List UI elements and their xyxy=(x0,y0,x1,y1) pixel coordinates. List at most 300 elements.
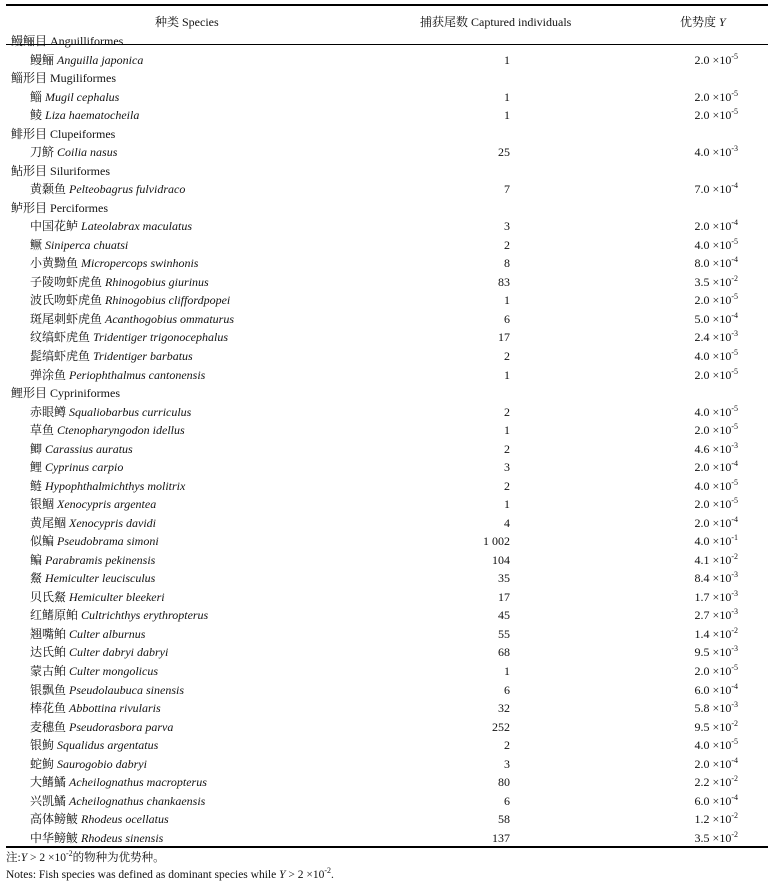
order-chinese-name: 鲱形目 xyxy=(11,126,48,141)
note-symbol: Y xyxy=(279,869,286,881)
captured-count: 2 xyxy=(504,738,510,753)
species-cell xyxy=(30,829,163,847)
species-scientific-name: Abbottina rivularis xyxy=(69,701,161,716)
table-row xyxy=(0,755,774,773)
table-row xyxy=(0,291,774,309)
species-scientific-name: Pseudorasbora parva xyxy=(69,719,174,734)
dominance-mantissa: 5.8 xyxy=(694,701,710,716)
note-prefix: 注: xyxy=(6,852,21,864)
species-cell xyxy=(30,514,156,532)
table-bottom-rule xyxy=(6,846,768,848)
captured-count: 6 xyxy=(504,682,510,697)
dominance-mantissa: 1.4 xyxy=(694,626,710,641)
dominance-exponent: -3 xyxy=(731,144,738,154)
captured-count: 35 xyxy=(498,571,510,586)
dominance-mantissa: 2.0 xyxy=(694,108,710,123)
dominance-mantissa: 1.7 xyxy=(694,589,710,604)
species-chinese-name: 弹涂鱼 xyxy=(30,367,67,382)
note-prefix: Notes: Fish species was defined as dominant species while xyxy=(6,869,280,881)
note-condition: > 2 ×10 xyxy=(27,852,66,864)
dominance-value: $1.2 \times 10^{-2}$ xyxy=(694,811,738,827)
captured-count: 1 002 xyxy=(483,534,510,549)
dominance-mantissa: 6.0 xyxy=(694,793,710,808)
dominance-exponent: -5 xyxy=(731,422,738,432)
dominance-value: $8.0 \times 10^{-4}$ xyxy=(694,255,738,271)
dominance-exponent: -4 xyxy=(731,514,738,524)
species-chinese-name: 刀鲚 xyxy=(30,145,55,160)
dominance-mantissa: 9.5 xyxy=(694,719,710,734)
species-chinese-name: 䱗 xyxy=(30,571,43,586)
species-scientific-name: Anguilla japonica xyxy=(57,52,144,67)
note-symbol: Y xyxy=(20,852,28,864)
dominance-exponent: -5 xyxy=(731,107,738,117)
species-scientific-name: Coilia nasus xyxy=(57,145,118,160)
species-cell xyxy=(11,125,115,143)
species-scientific-name: Acheilognathus macropterus xyxy=(69,775,207,790)
column-header-species: 种类 Species xyxy=(155,15,219,29)
species-scientific-name: Acanthogobius ommaturus xyxy=(105,311,235,326)
table-row xyxy=(0,88,774,106)
dominance-value: $6.0 \times 10^{-4}$ xyxy=(694,681,738,697)
table-row xyxy=(0,736,774,754)
note-english xyxy=(6,866,334,881)
captured-count: 6 xyxy=(504,793,510,808)
captured-count: 55 xyxy=(498,626,510,641)
note-exponent: -2 xyxy=(65,849,73,858)
note-suffix: 的物种为优势种。 xyxy=(72,852,165,864)
captured-count: 2 xyxy=(504,441,510,456)
order-row xyxy=(0,162,774,180)
species-cell xyxy=(30,180,185,198)
dominance-mantissa: 8.0 xyxy=(694,256,710,271)
species-chinese-name: 鳗鲡 xyxy=(30,52,55,67)
species-chinese-name: 中国花鲈 xyxy=(30,219,79,234)
species-cell xyxy=(11,32,123,50)
dominance-value: $4.1 \times 10^{-2}$ xyxy=(694,551,738,567)
species-cell xyxy=(30,273,209,291)
dominance-value: $2.0 \times 10^{-5}$ xyxy=(694,292,738,308)
species-cell xyxy=(11,162,110,180)
species-cell xyxy=(30,773,207,791)
table-row xyxy=(0,829,774,847)
species-cell xyxy=(30,551,155,569)
captured-count: 1 xyxy=(504,108,510,123)
species-chinese-name: 兴凯鱊 xyxy=(30,793,67,808)
dominance-mantissa: 4.1 xyxy=(694,552,710,567)
species-cell xyxy=(30,310,234,328)
species-cell xyxy=(30,569,155,587)
dominance-exponent: -5 xyxy=(731,403,738,413)
species-cell xyxy=(30,421,185,439)
table-row xyxy=(0,143,774,161)
captured-count: 32 xyxy=(498,701,510,716)
species-chinese-name: 髭缟虾虎鱼 xyxy=(30,349,91,363)
dominance-value: $1.7 \times 10^{-3}$ xyxy=(694,588,738,604)
dominance-exponent: -3 xyxy=(731,607,738,617)
dominance-value: $2.7 \times 10^{-3}$ xyxy=(694,607,738,623)
dominance-exponent: -2 xyxy=(731,625,738,635)
note-chinese xyxy=(6,849,165,865)
dominance-value: $2.0 \times 10^{-5}$ xyxy=(694,51,738,67)
species-cell xyxy=(30,236,128,254)
order-chinese-name: 鳗鲡目 xyxy=(11,34,48,48)
species-chinese-name: 子陵吻虾虎鱼 xyxy=(30,274,103,289)
dominance-mantissa: 4.0 xyxy=(694,237,710,252)
species-cell xyxy=(30,440,133,458)
dominance-value: $4.0 \times 10^{-1}$ xyxy=(694,533,738,549)
dominance-exponent: -5 xyxy=(731,496,738,506)
dominance-value: $4.0 \times 10^{-5}$ xyxy=(694,236,738,252)
species-chinese-name: 波氏吻虾虎鱼 xyxy=(30,293,103,308)
species-scientific-name: Pelteobagrus fulvidraco xyxy=(69,182,186,197)
species-cell xyxy=(30,254,198,272)
species-scientific-name: Rhodeus sinensis xyxy=(81,830,164,845)
captured-count: 1 xyxy=(504,423,510,438)
species-chinese-name: 鲫 xyxy=(30,441,43,456)
dominance-mantissa: 8.4 xyxy=(694,571,710,586)
order-latin-name: Anguilliformes xyxy=(50,34,124,48)
captured-count: 80 xyxy=(498,775,510,790)
species-scientific-name: Hemiculter leucisculus xyxy=(45,571,156,586)
species-chinese-name: 银鮈 xyxy=(30,738,55,753)
species-cell xyxy=(30,755,147,773)
species-chinese-name: 黄颡鱼 xyxy=(30,182,67,197)
dominance-exponent: -5 xyxy=(731,737,738,747)
species-chinese-name: 蒙古鲌 xyxy=(30,664,67,679)
species-scientific-name: Cyprinus carpio xyxy=(45,460,124,475)
species-cell xyxy=(30,662,158,680)
species-cell xyxy=(30,458,123,476)
species-scientific-name: Pseudolaubuca sinensis xyxy=(69,682,185,697)
dominance-exponent: -2 xyxy=(731,811,738,821)
species-chinese-name: 蛇鮈 xyxy=(30,756,55,771)
dominance-mantissa: 4.0 xyxy=(694,404,710,419)
species-scientific-name: Liza haematocheila xyxy=(45,108,140,123)
column-header-captured-individuals: 捕获尾数 Captured individuals xyxy=(420,15,572,29)
species-chinese-name: 鲮 xyxy=(30,108,43,123)
species-chinese-name: 鲤 xyxy=(30,460,43,475)
species-scientific-name: Culter alburnus xyxy=(69,626,146,641)
dominance-value: $3.5 \times 10^{-2}$ xyxy=(694,273,738,289)
dominance-value: $1.4 \times 10^{-2}$ xyxy=(694,625,738,641)
dominance-value: $2.4 \times 10^{-3}$ xyxy=(694,329,738,345)
species-chinese-name: 红鳍原鲌 xyxy=(30,608,79,623)
table-row xyxy=(0,273,774,291)
dominance-value: $4.0 \times 10^{-3}$ xyxy=(694,144,738,160)
table-row xyxy=(0,347,774,365)
dominance-mantissa: 4.6 xyxy=(694,441,710,456)
species-chinese-name: 纹缟虾虎鱼 xyxy=(30,330,91,345)
captured-count: 2 xyxy=(504,349,510,363)
species-chinese-name: 麦穗鱼 xyxy=(30,719,67,734)
dominance-exponent: -1 xyxy=(731,533,738,543)
species-cell xyxy=(30,606,208,624)
species-scientific-name: Rhodeus ocellatus xyxy=(81,812,169,827)
species-cell xyxy=(11,69,116,87)
dominance-exponent: -2 xyxy=(731,774,738,784)
species-cell xyxy=(30,106,139,124)
species-scientific-name: Tridentiger barbatus xyxy=(93,349,193,363)
captured-count: 1 xyxy=(504,52,510,67)
species-scientific-name: Saurogobio dabryi xyxy=(57,756,147,771)
dominance-mantissa: 2.7 xyxy=(694,608,710,623)
dominance-value: $4.0 \times 10^{-5}$ xyxy=(694,348,738,363)
dominance-exponent: -2 xyxy=(731,551,738,561)
table-row xyxy=(0,254,774,272)
dominance-value: $2.0 \times 10^{-4}$ xyxy=(694,459,738,475)
dominance-exponent: -3 xyxy=(731,644,738,654)
species-cell xyxy=(30,477,185,495)
dominance-value: $2.0 \times 10^{-5}$ xyxy=(694,366,738,382)
dominance-exponent: -2 xyxy=(731,273,738,283)
captured-count: 104 xyxy=(492,552,510,567)
dominance-mantissa: 2.0 xyxy=(694,423,710,438)
dominance-exponent: -5 xyxy=(731,366,738,376)
species-scientific-name: Tridentiger trigonocephalus xyxy=(93,330,229,345)
species-cell xyxy=(30,495,156,513)
species-scientific-name: Xenocypris argentea xyxy=(57,497,157,512)
species-cell xyxy=(30,792,205,810)
table-row xyxy=(0,106,774,124)
captured-count: 68 xyxy=(498,645,510,660)
table-row xyxy=(0,180,774,198)
captured-count: 7 xyxy=(504,182,510,197)
captured-count: 25 xyxy=(498,145,510,160)
dominance-value: $2.0 \times 10^{-4}$ xyxy=(694,514,738,530)
species-scientific-name: Carassius auratus xyxy=(45,441,133,456)
table-row xyxy=(0,606,774,624)
species-scientific-name: Micropercops swinhonis xyxy=(81,256,199,271)
dominance-mantissa: 2.2 xyxy=(694,775,710,790)
dominance-mantissa: 4.0 xyxy=(694,738,710,753)
species-chinese-name: 高体鳑鲏 xyxy=(30,812,79,827)
captured-count: 1 xyxy=(504,293,510,308)
captured-count: 83 xyxy=(498,274,510,289)
species-chinese-name: 达氏鲌 xyxy=(30,645,67,660)
species-scientific-name: Hypophthalmichthys molitrix xyxy=(45,478,186,493)
dominance-mantissa: 4.0 xyxy=(694,145,710,160)
species-cell xyxy=(30,291,230,309)
dominance-value: $4.0 \times 10^{-5}$ xyxy=(694,403,738,419)
table-row xyxy=(0,236,774,254)
species-chinese-name: 鳜 xyxy=(30,237,43,252)
table-row xyxy=(0,643,774,661)
table-row xyxy=(0,773,774,791)
dominance-exponent: -3 xyxy=(731,440,738,450)
species-scientific-name: Squalidus argentatus xyxy=(57,738,159,753)
order-chinese-name: 鲤形目 xyxy=(11,386,48,401)
captured-count: 1 xyxy=(504,497,510,512)
dominance-mantissa: 5.0 xyxy=(694,311,710,326)
table-row xyxy=(0,569,774,587)
captured-count: 137 xyxy=(492,830,510,845)
table-row xyxy=(0,810,774,828)
captured-count: 3 xyxy=(504,756,510,771)
dominance-value: $4.6 \times 10^{-3}$ xyxy=(694,440,738,456)
dominance-mantissa: 3.5 xyxy=(694,274,710,289)
species-cell xyxy=(30,810,169,828)
dominance-value: $2.2 \times 10^{-2}$ xyxy=(694,774,738,790)
dominance-mantissa: 4.0 xyxy=(694,478,710,493)
captured-count: 2 xyxy=(504,404,510,419)
dominance-exponent: -3 xyxy=(731,570,738,580)
captured-count: 1 xyxy=(504,664,510,679)
captured-count: 6 xyxy=(504,311,510,326)
dominance-mantissa: 2.0 xyxy=(694,460,710,475)
order-chinese-name: 鲇形目 xyxy=(11,163,48,178)
dominance-value: $2.0 \times 10^{-4}$ xyxy=(694,218,738,234)
order-row xyxy=(0,125,774,143)
species-cell xyxy=(30,347,193,365)
table-row xyxy=(0,792,774,810)
dominance-exponent: -5 xyxy=(731,477,738,487)
dominance-mantissa: 2.0 xyxy=(694,664,710,679)
table-row xyxy=(0,625,774,643)
order-latin-name: Clupeiformes xyxy=(50,126,116,141)
order-row xyxy=(0,69,774,87)
captured-count: 2 xyxy=(504,478,510,493)
order-row xyxy=(0,32,774,50)
dominance-value: $2.0 \times 10^{-4}$ xyxy=(694,755,738,771)
dominance-mantissa: 2.0 xyxy=(694,89,710,104)
dominance-value: $2.0 \times 10^{-5}$ xyxy=(694,496,738,512)
table-row xyxy=(0,440,774,458)
dominance-mantissa: 2.0 xyxy=(694,293,710,308)
table-row xyxy=(0,662,774,680)
order-latin-name: Perciformes xyxy=(50,200,108,215)
species-scientific-name: Hemiculter bleekeri xyxy=(69,589,165,604)
species-scientific-name: Siniperca chuatsi xyxy=(45,237,129,252)
dominance-mantissa: 4.0 xyxy=(694,349,710,363)
species-chinese-name: 黄尾鲴 xyxy=(30,515,67,530)
order-row xyxy=(0,199,774,217)
captured-count: 252 xyxy=(492,719,510,734)
table-row xyxy=(0,477,774,495)
table-row xyxy=(0,403,774,421)
table-row xyxy=(0,681,774,699)
table-row xyxy=(0,328,774,346)
order-chinese-name: 鲈形目 xyxy=(11,200,48,215)
captured-count: 3 xyxy=(504,460,510,475)
species-cell xyxy=(30,51,143,69)
dominance-value: $5.0 \times 10^{-4}$ xyxy=(694,310,738,326)
dominance-mantissa: 7.0 xyxy=(694,182,710,197)
species-chinese-name: 鳊 xyxy=(30,552,43,567)
species-cell xyxy=(30,588,165,606)
dominance-value: $8.4 \times 10^{-3}$ xyxy=(694,570,738,586)
dominance-mantissa: 3.5 xyxy=(694,830,710,845)
column-header-dominance xyxy=(680,13,726,30)
dominance-mantissa: 1.2 xyxy=(694,812,710,827)
species-scientific-name: Pseudobrama simoni xyxy=(57,534,159,549)
species-chinese-name: 似鳊 xyxy=(30,534,55,549)
species-scientific-name: Lateolabrax maculatus xyxy=(81,219,193,234)
species-cell xyxy=(30,643,168,661)
species-scientific-name: Culter dabryi dabryi xyxy=(69,645,169,660)
dominance-value: $7.0 \times 10^{-4}$ xyxy=(694,181,738,197)
table-row xyxy=(0,588,774,606)
species-scientific-name: Parabramis pekinensis xyxy=(45,552,156,567)
dominance-exponent: -2 xyxy=(731,829,738,839)
table-row xyxy=(0,532,774,550)
species-chinese-name: 小黄黝鱼 xyxy=(30,256,79,271)
dominance-value: $9.5 \times 10^{-3}$ xyxy=(694,644,738,660)
species-cell xyxy=(11,384,120,402)
captured-count: 8 xyxy=(504,256,510,271)
species-cell xyxy=(30,403,191,421)
dominance-exponent: -3 xyxy=(731,700,738,710)
species-chinese-name: 贝氏䱗 xyxy=(30,589,67,604)
table-row xyxy=(0,699,774,717)
order-chinese-name: 鲻形目 xyxy=(11,71,48,86)
note-condition: > 2 ×10 xyxy=(285,869,325,881)
species-chinese-name: 翘嘴鲌 xyxy=(30,626,67,641)
dominance-value: $9.5 \times 10^{-2}$ xyxy=(694,718,738,734)
captured-count: 1 xyxy=(504,367,510,382)
table-top-rule xyxy=(6,4,768,6)
species-chinese-name: 棒花鱼 xyxy=(30,701,67,716)
species-cell xyxy=(30,736,158,754)
species-scientific-name: Cultrichthys erythropterus xyxy=(81,608,209,623)
dominance-value: $5.8 \times 10^{-3}$ xyxy=(694,700,738,716)
dominance-value: $2.0 \times 10^{-5}$ xyxy=(694,663,738,679)
species-chinese-name: 赤眼鳟 xyxy=(30,404,67,419)
order-latin-name: Mugiliformes xyxy=(50,71,117,86)
dominance-exponent: -3 xyxy=(731,329,738,339)
species-cell xyxy=(30,143,117,161)
dominance-exponent: -4 xyxy=(731,459,738,469)
captured-count: 1 xyxy=(504,89,510,104)
table-row xyxy=(0,310,774,328)
dominance-mantissa: 2.0 xyxy=(694,367,710,382)
dominance-value: $4.0 \times 10^{-5}$ xyxy=(694,477,738,493)
dominance-exponent: -5 xyxy=(731,88,738,98)
dominance-value: $2.0 \times 10^{-5}$ xyxy=(694,88,738,104)
dominance-value: $4.0 \times 10^{-5}$ xyxy=(694,737,738,753)
table-row xyxy=(0,217,774,235)
dominance-mantissa: 2.0 xyxy=(694,52,710,67)
species-chinese-name: 大鳍鱊 xyxy=(30,775,67,790)
table-row xyxy=(0,551,774,569)
species-chinese-name: 中华鳑鲏 xyxy=(30,830,79,845)
captured-count: 45 xyxy=(498,608,510,623)
species-cell xyxy=(11,199,108,217)
dominance-exponent: -5 xyxy=(731,292,738,302)
dominance-symbol: Y xyxy=(719,15,726,29)
species-cell xyxy=(30,217,192,235)
dominance-exponent: -4 xyxy=(731,181,738,191)
dominance-mantissa: 2.0 xyxy=(694,756,710,771)
dominance-label: 优势度 xyxy=(680,15,720,29)
species-cell xyxy=(30,328,228,346)
captured-count: 17 xyxy=(498,330,510,345)
dominance-value: $6.0 \times 10^{-4}$ xyxy=(694,792,738,808)
species-scientific-name: Squaliobarbus curriculus xyxy=(69,404,192,419)
species-cell xyxy=(30,366,205,384)
note-suffix: . xyxy=(331,869,334,881)
order-latin-name: Siluriformes xyxy=(50,163,111,178)
species-chinese-name: 鲢 xyxy=(30,478,43,493)
dominance-mantissa: 9.5 xyxy=(694,645,710,660)
dominance-exponent: -5 xyxy=(731,236,738,246)
species-scientific-name: Periophthalmus cantonensis xyxy=(69,367,206,382)
table-row xyxy=(0,366,774,384)
dominance-exponent: -5 xyxy=(731,663,738,673)
table-row xyxy=(0,421,774,439)
dominance-exponent: -4 xyxy=(731,218,738,228)
species-scientific-name: Rhinogobius giurinus xyxy=(105,274,209,289)
dominance-mantissa: 2.0 xyxy=(694,219,710,234)
